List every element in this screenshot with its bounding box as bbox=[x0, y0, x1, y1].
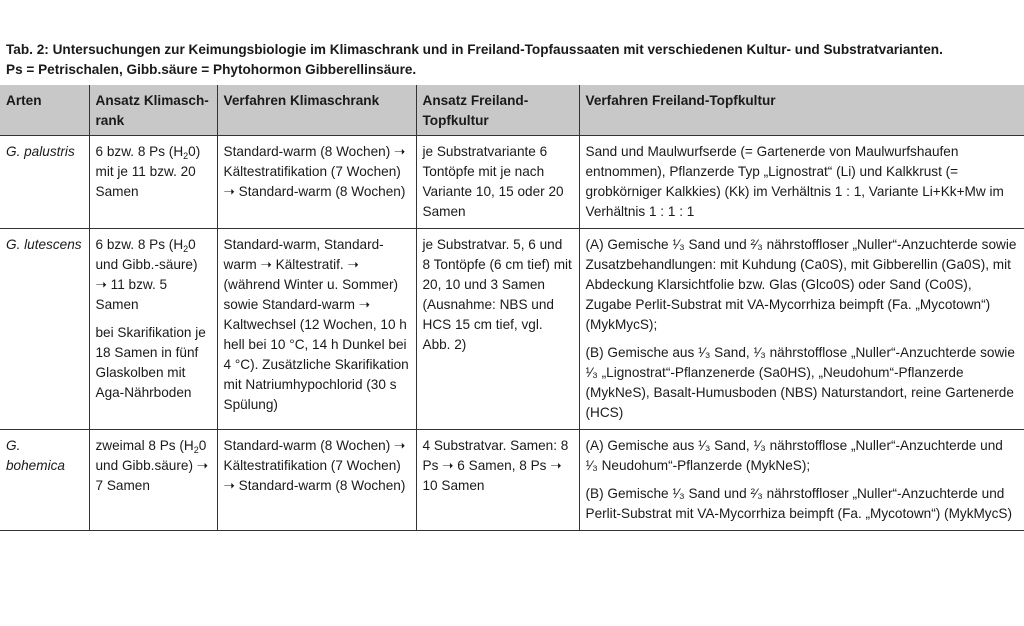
cell-verfahren-klimaschrank bbox=[217, 229, 416, 430]
cell-ansatz-freiland bbox=[416, 229, 579, 430]
cell-ansatz-klimaschrank bbox=[89, 136, 217, 229]
subscript: 2 bbox=[183, 151, 189, 161]
table-row bbox=[0, 229, 1024, 430]
cell-paragraph: Standard-warm (8 Wochen) ➝ Kältestratifikation (7 Wochen) ➝ Standard-warm (8 Wochen) bbox=[223, 144, 406, 199]
germination-table bbox=[0, 85, 1024, 531]
cell-verfahren-freiland bbox=[579, 229, 1024, 430]
cell-art: G. lutescens bbox=[0, 229, 89, 430]
cell-paragraph: Standard-warm, Standard-warm ➝ Kältestratif. ➝ (während Winter u. Sommer) sowie Standard-warm ➝ Kaltwechsel (12 Wochen, 10 h hell bei 10 °C, 14 h Dunkel bei 4 °C). Zusätzliche Skarifikation mit Natriumhypochlorid (30 s Spülung) bbox=[223, 237, 409, 412]
table-body bbox=[0, 136, 1024, 531]
subscript: 2 bbox=[193, 445, 199, 455]
cell-paragraph: (A) Gemische ¹⁄₃ Sand und ²⁄₃ nährstoffloser „Nuller“-Anzuchterde sowie Zusatzbehandlungen: mit Kuhdung (Ca0S), mit Gibberellin (Ga0S), mit Abdeckung Klarsichtfolie bzw. Glas (Glco0S) oder Sand (Co0S), Zugabe Perlit-Substrat mit VA-Mycorrhiza beimpft (Fa. „Mycotown“) (MykMycS); bbox=[585, 237, 1017, 332]
header-verfahren-freiland: Verfahren Freiland-Topfkultur bbox=[579, 85, 1024, 136]
caption-line-1: Tab. 2: Untersuchungen zur Keimungsbiologie im Klimaschrank und in Freiland-Topfaussaaten mit verschiedenen Kultur- und Substratvarianten. bbox=[6, 42, 943, 57]
header-verfahren-klimaschrank: Verfahren Klimaschrank bbox=[217, 85, 416, 136]
cell-paragraph: zweimal 8 Ps ($H_20$ und Gibb.säure) ➝ 7 Samen bbox=[95, 438, 209, 493]
table-header-row bbox=[0, 85, 1024, 136]
cell-paragraph: (B) Gemische ¹⁄₃ Sand und ²⁄₃ nährstoffloser „Nuller“-Anzuchterde und Perlit-Substrat mit VA-Mycorrhiza beimpft (Fa. „Mycotown“) (MykMycS) bbox=[585, 486, 1012, 521]
table-row bbox=[0, 136, 1024, 229]
cell-paragraph: je Substratvariante 6 Tontöpfe mit je nach Variante 10, 15 oder 20 Samen bbox=[422, 144, 564, 219]
cell-verfahren-klimaschrank bbox=[217, 430, 416, 531]
header-arten: Arten bbox=[0, 85, 89, 136]
subscript: 2 bbox=[183, 244, 189, 254]
caption-line-2: Ps = Petrischalen, Gibb.säure = Phytohormon Gibberellinsäure. bbox=[6, 62, 417, 77]
cell-paragraph: bei Skarifikation je 18 Samen in fünf Glaskolben mit Aga-Nährboden bbox=[95, 325, 206, 400]
cell-paragraph: 6 bzw. 8 Ps ($H_20$ und Gibb.-säure) ➝ 11 bzw. 5 Samen bbox=[95, 237, 198, 312]
cell-paragraph: Standard-warm (8 Wochen) ➝ Kältestratifikation (7 Wochen) ➝ Standard-warm (8 Wochen) bbox=[223, 438, 406, 493]
header-ansatz-freiland: Ansatz Freiland-Topfkultur bbox=[416, 85, 579, 136]
header-ansatz-klimaschrank: Ansatz Klimasch-rank bbox=[89, 85, 217, 136]
cell-verfahren-klimaschrank bbox=[217, 136, 416, 229]
cell-verfahren-freiland bbox=[579, 430, 1024, 531]
cell-ansatz-klimaschrank bbox=[89, 430, 217, 531]
cell-paragraph: 4 Substratvar. Samen: 8 Ps ➝ 6 Samen, 8 Ps ➝ 10 Samen bbox=[422, 438, 569, 493]
cell-paragraph: je Substratvar. 5, 6 und 8 Tontöpfe (6 cm tief) mit 20, 10 und 3 Samen (Ausnahme: NBS und HCS 15 cm tief, vgl. Abb. 2) bbox=[422, 237, 572, 352]
cell-ansatz-freiland bbox=[416, 430, 579, 531]
cell-art: G. bohemica bbox=[0, 430, 89, 531]
cell-paragraph: (A) Gemische aus ¹⁄₃ Sand, ¹⁄₃ nährstofflose „Nuller“-Anzuchterde und ¹⁄₃ Neudohum“-Pflanzerde (MykNeS); bbox=[585, 438, 1003, 473]
cell-art: G. palustris bbox=[0, 136, 89, 229]
cell-paragraph: Sand und Maulwurfserde (= Gartenerde von Maulwurfshaufen entnommen), Pflanzerde Typ „Lignostrat“ (Li) und Kalkkrust (= grobkörniger Kalkkies) (Kk) im Verhältnis 1 : 1, Variante Li+Kk+Mw im Verhältnis 1 : 1 : 1 bbox=[585, 144, 1004, 219]
cell-ansatz-klimaschrank bbox=[89, 229, 217, 430]
table-row bbox=[0, 430, 1024, 531]
cell-verfahren-freiland bbox=[579, 136, 1024, 229]
table-caption bbox=[6, 40, 1018, 80]
cell-paragraph: (B) Gemische aus ¹⁄₃ Sand, ¹⁄₃ nährstofflose „Nuller“-Anzuchterde sowie ¹⁄₃ „Lignostrat“-Pflanzenerde (Sa0HS), „Neudohum“-Pflanzerde (MykNeS), Basalt-Humusboden (NBS) Naturstandort, reine Gartenerde (HCS) bbox=[585, 345, 1015, 420]
cell-paragraph: 6 bzw. 8 Ps $(H_20)$ mit je 11 bzw. 20 Samen bbox=[95, 144, 201, 199]
cell-ansatz-freiland bbox=[416, 136, 579, 229]
